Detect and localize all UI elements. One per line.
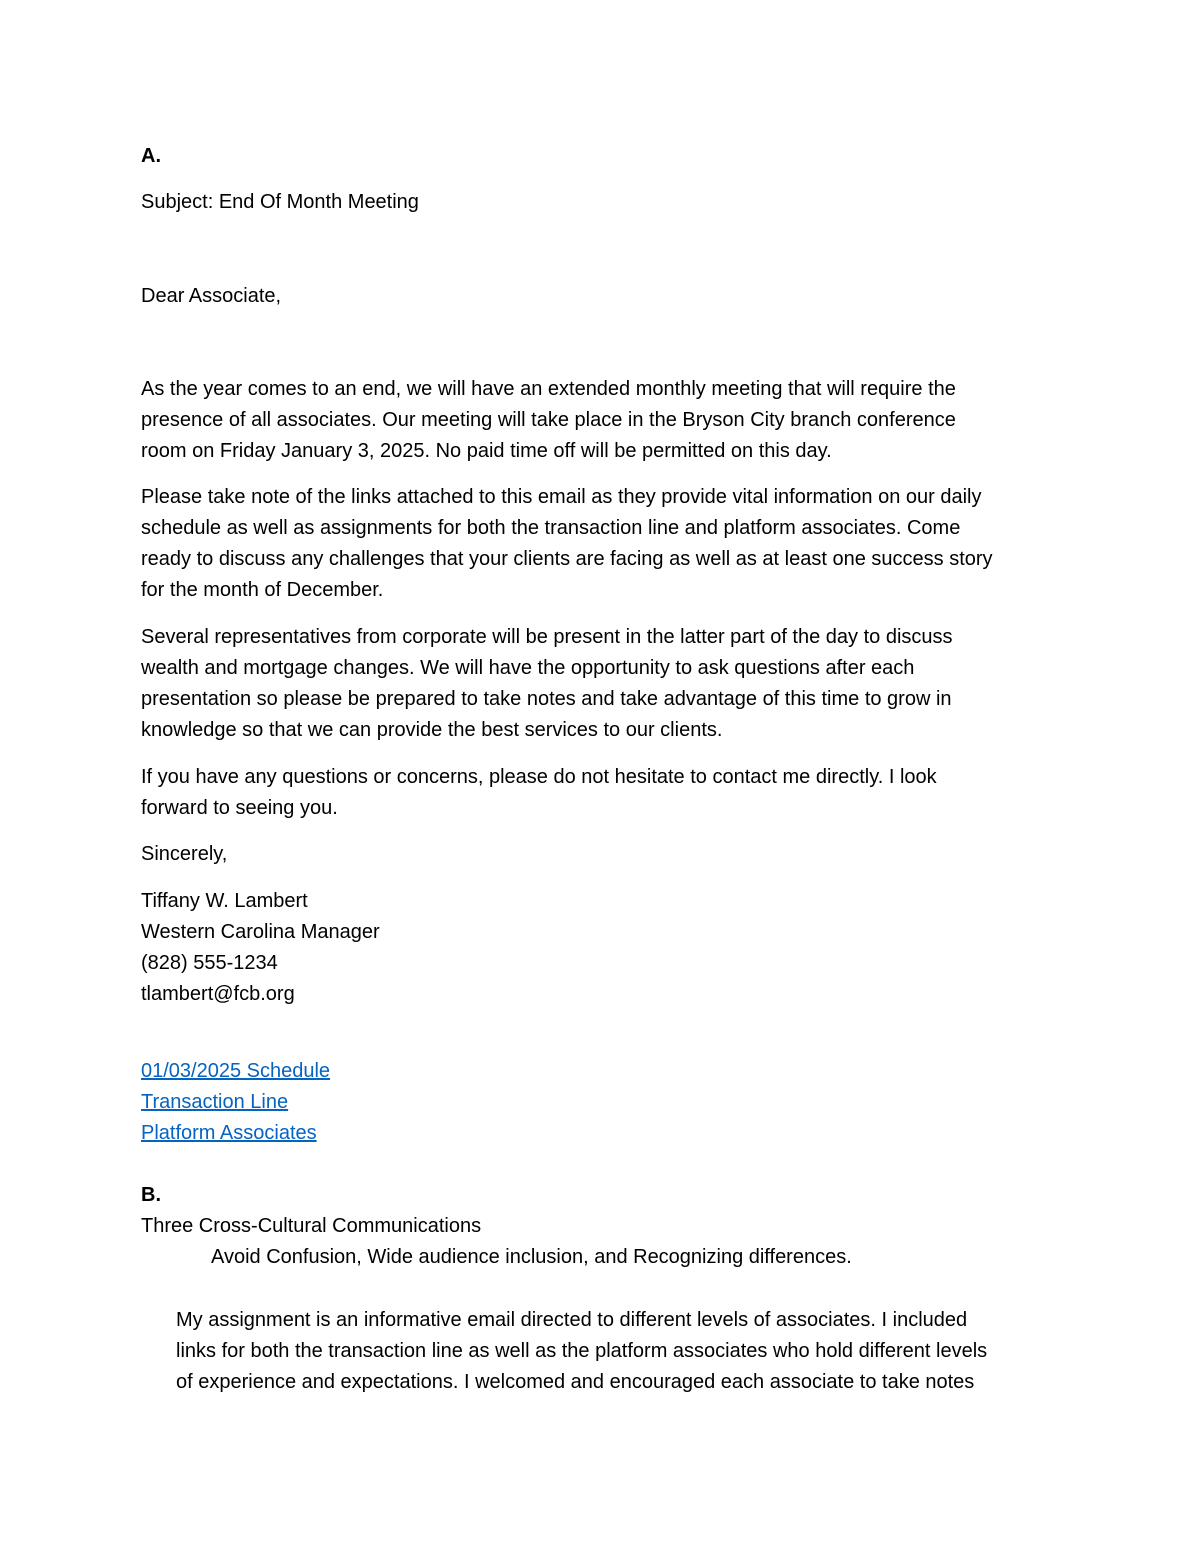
attached-links <box>141 1056 1071 1149</box>
paragraph-line: schedule as well as assignments for both the transaction line and platform associates. Come <box>141 517 961 539</box>
paragraph-line: of experience and expectations. I welcomed and encouraged each associate to take notes <box>176 1371 975 1393</box>
paragraph-line: If you have any questions or concerns, please do not hesitate to contact me directly. I look <box>141 766 937 788</box>
paragraph-line: links for both the transaction line as well as the platform associates who hold different levels <box>176 1340 988 1362</box>
paragraph-line: room on Friday January 3, 2025. No paid time off will be permitted on this day. <box>141 440 832 462</box>
signature-email: tlambert@fcb.org <box>141 983 295 1005</box>
paragraph-line: My assignment is an informative email directed to different levels of associates. I included <box>176 1309 968 1331</box>
signature-title: Western Carolina Manager <box>141 921 380 943</box>
signature-name: Tiffany W. Lambert <box>141 890 308 912</box>
section-b-subtitle: Avoid Confusion, Wide audience inclusion, and Recognizing differences. <box>211 1246 852 1268</box>
transaction-line-link[interactable]: Transaction Line <box>141 1091 289 1113</box>
paragraph-line: knowledge so that we can provide the best services to our clients. <box>141 719 723 741</box>
schedule-link[interactable]: 01/03/2025 Schedule <box>141 1060 331 1082</box>
paragraph-line: for the month of December. <box>141 579 384 601</box>
section-b-title: Three Cross-Cultural Communications <box>141 1215 482 1237</box>
paragraph-line: forward to seeing you. <box>141 797 338 819</box>
paragraph-line: Please take note of the links attached to this email as they provide vital information on our daily <box>141 486 982 508</box>
email-paragraph-1 <box>141 374 1071 467</box>
paragraph-line: As the year comes to an end, we will have an extended monthly meeting that will require the <box>141 378 956 400</box>
section-b-heading: B. <box>141 1184 161 1206</box>
email-paragraph-3 <box>141 622 1071 746</box>
paragraph-line: ready to discuss any challenges that your clients are facing as well as at least one success story <box>141 548 993 570</box>
paragraph-line: presentation so please be prepared to take notes and take advantage of this time to grow in <box>141 688 952 710</box>
email-signature <box>141 886 1071 1010</box>
section-b-paragraph <box>176 1305 1106 1398</box>
email-subject: Subject: End Of Month Meeting <box>141 191 419 213</box>
email-closing: Sincerely, <box>141 843 228 865</box>
email-greeting: Dear Associate, <box>141 285 282 307</box>
email-paragraph-4 <box>141 762 1071 824</box>
paragraph-line: presence of all associates. Our meeting will take place in the Bryson City branch conference <box>141 409 956 431</box>
platform-associates-link[interactable]: Platform Associates <box>141 1122 317 1144</box>
signature-phone: (828) 555-1234 <box>141 952 278 974</box>
section-a-heading: A. <box>141 145 161 167</box>
paragraph-line: wealth and mortgage changes. We will have the opportunity to ask questions after each <box>141 657 915 679</box>
email-paragraph-2 <box>141 482 1071 606</box>
paragraph-line: Several representatives from corporate will be present in the latter part of the day to discuss <box>141 626 953 648</box>
